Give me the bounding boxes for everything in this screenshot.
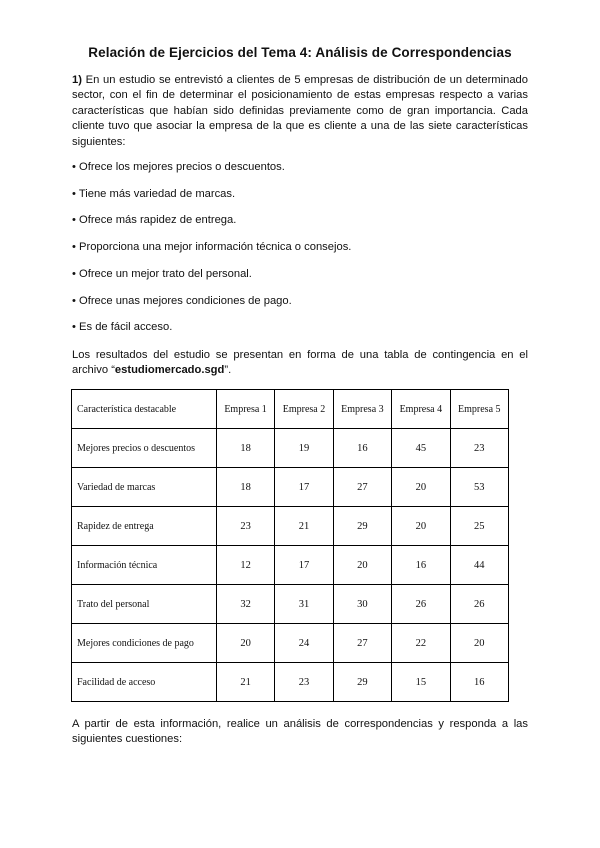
table-cell: 16 bbox=[392, 546, 450, 585]
table-cell: 21 bbox=[216, 663, 274, 702]
table-cell: 20 bbox=[450, 624, 508, 663]
table-cell: 25 bbox=[450, 507, 508, 546]
table-cell: 26 bbox=[392, 585, 450, 624]
bullet-item: • Tiene más variedad de marcas. bbox=[72, 188, 236, 200]
table-cell: 17 bbox=[275, 468, 333, 507]
row-label: Rapidez de entrega bbox=[72, 507, 217, 546]
table-cell: 30 bbox=[333, 585, 391, 624]
table-row bbox=[72, 429, 509, 468]
table-header-cell: Empresa 2 bbox=[275, 390, 333, 429]
bullet-item: • Ofrece los mejores precios o descuentos. bbox=[72, 161, 285, 173]
table-cell: 23 bbox=[216, 507, 274, 546]
table-cell: 53 bbox=[450, 468, 508, 507]
contingency-table bbox=[71, 389, 509, 702]
table-cell: 12 bbox=[216, 546, 274, 585]
table-cell: 29 bbox=[333, 507, 391, 546]
row-label: Mejores precios o descuentos bbox=[72, 429, 217, 468]
table-cell: 16 bbox=[450, 663, 508, 702]
bullet-item: • Es de fácil acceso. bbox=[72, 321, 173, 333]
table-row bbox=[72, 585, 509, 624]
row-label: Mejores condiciones de pago bbox=[72, 624, 217, 663]
table-cell: 18 bbox=[216, 468, 274, 507]
table-cell: 20 bbox=[333, 546, 391, 585]
table-cell: 23 bbox=[275, 663, 333, 702]
table-header-row bbox=[72, 390, 509, 429]
results-close: ”. bbox=[224, 364, 232, 377]
table-header-cell: Empresa 4 bbox=[392, 390, 450, 429]
table-header-cell: Empresa 5 bbox=[450, 390, 508, 429]
document-title: Relación de Ejercicios del Tema 4: Análisis de Correspondencias bbox=[88, 45, 512, 60]
table-row bbox=[72, 507, 509, 546]
exercise-intro bbox=[72, 73, 528, 150]
bullet-item: • Proporciona una mejor información técnica o consejos. bbox=[72, 241, 352, 253]
table-cell: 23 bbox=[450, 429, 508, 468]
table-cell: 45 bbox=[392, 429, 450, 468]
table-cell: 44 bbox=[450, 546, 508, 585]
results-filename: estudiomercado.sgd bbox=[114, 364, 225, 377]
bullet-item: • Ofrece un mejor trato del personal. bbox=[72, 268, 252, 280]
table-row bbox=[72, 624, 509, 663]
table-cell: 17 bbox=[275, 546, 333, 585]
table-cell: 20 bbox=[392, 507, 450, 546]
table-cell: 31 bbox=[275, 585, 333, 624]
bullet-item: • Ofrece unas mejores condiciones de pago. bbox=[72, 295, 292, 307]
results-open-quote: “ bbox=[111, 364, 115, 377]
table-cell: 32 bbox=[216, 585, 274, 624]
table-cell: 29 bbox=[333, 663, 391, 702]
table-cell: 27 bbox=[333, 624, 391, 663]
table-header-cell: Característica destacable bbox=[72, 390, 217, 429]
closing-paragraph: A partir de esta información, realice un análisis de correspondencias y responda a las siguientes cuestiones: bbox=[72, 718, 528, 746]
table-header-cell: Empresa 3 bbox=[333, 390, 391, 429]
table-cell: 18 bbox=[216, 429, 274, 468]
table-cell: 21 bbox=[275, 507, 333, 546]
table-cell: 26 bbox=[450, 585, 508, 624]
table-row bbox=[72, 468, 509, 507]
row-label: Trato del personal bbox=[72, 585, 217, 624]
table-cell: 27 bbox=[333, 468, 391, 507]
table-cell: 16 bbox=[333, 429, 391, 468]
row-label: Facilidad de acceso bbox=[72, 663, 217, 702]
table-row bbox=[72, 663, 509, 702]
table-cell: 20 bbox=[216, 624, 274, 663]
table-cell: 19 bbox=[275, 429, 333, 468]
table-cell: 24 bbox=[275, 624, 333, 663]
results-text: Los resultados del estudio se presentan en forma de una tabla de contingencia en el archivo bbox=[72, 349, 528, 377]
table-cell: 15 bbox=[392, 663, 450, 702]
row-label: Información técnica bbox=[72, 546, 217, 585]
exercise-intro-text: En un estudio se entrevistó a clientes de 5 empresas de distribución de un determinado sector, con el fin de determinar el posicionamiento de estas empresas respecto a varias características que habían sido definidas previamente como de gran importancia. Cada cliente tuvo que asociar la empresa de la que es cliente a una de las siete características siguientes: bbox=[72, 74, 528, 148]
bullet-item: • Ofrece más rapidez de entrega. bbox=[72, 214, 237, 226]
table-row bbox=[72, 546, 509, 585]
table-cell: 22 bbox=[392, 624, 450, 663]
results-paragraph bbox=[72, 348, 528, 379]
row-label: Variedad de marcas bbox=[72, 468, 217, 507]
table-header-cell: Empresa 1 bbox=[216, 390, 274, 429]
exercise-number: 1) bbox=[72, 74, 82, 86]
table-cell: 20 bbox=[392, 468, 450, 507]
